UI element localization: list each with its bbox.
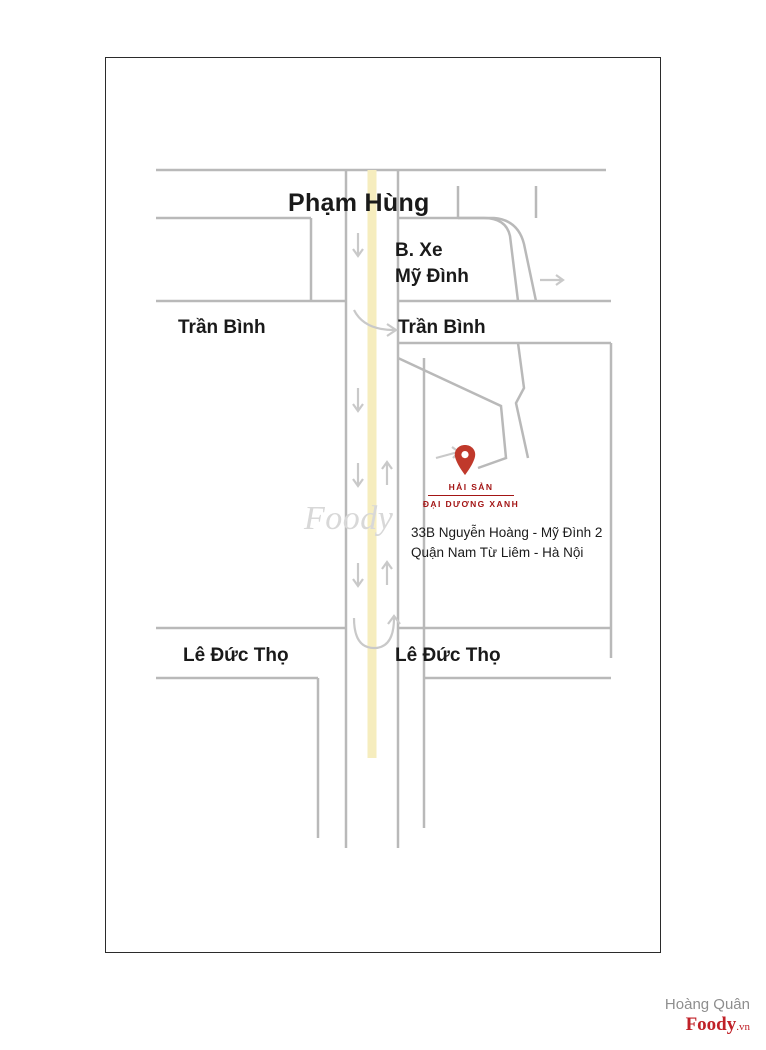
road-label-le-duc-tho-left: Lê Đức Thọ: [183, 645, 289, 666]
poi-address-line2: Quận Nam Từ Liêm - Hà Nội: [411, 545, 584, 560]
poi-address-line1: 33B Nguyễn Hoàng - Mỹ Đình 2: [411, 525, 603, 540]
ben-xe-line2: Mỹ Đình: [395, 266, 469, 287]
foody-logo: [665, 1015, 750, 1036]
poi-brand-line2: ĐẠI DƯƠNG XANH: [422, 499, 520, 509]
ben-xe-line1: B. Xe: [395, 240, 443, 261]
foody-logo-tld: .vn: [736, 1021, 750, 1034]
credit-block: [665, 997, 750, 1036]
foody-logo-text: Foody: [685, 1014, 737, 1036]
road-label-pham-hung: Phạm Hùng: [288, 189, 430, 217]
map-pin-icon[interactable]: [453, 444, 477, 476]
poi-brand: [416, 481, 526, 510]
poi-brand-line1: HẢI SẢN: [448, 482, 494, 492]
road-label-tran-binh-left: Trần Bình: [178, 317, 266, 338]
road-label-le-duc-tho-right: Lê Đức Thọ: [395, 645, 501, 666]
credit-author: Hoàng Quân: [664, 995, 750, 1013]
road-label-ben-xe-my-dinh: [395, 238, 469, 290]
poi-brand-divider: [428, 495, 514, 496]
map-card: [105, 57, 661, 953]
road-label-tran-binh-right: Trần Bình: [398, 317, 486, 338]
poi-address: [411, 523, 641, 563]
map-watermark: Foody: [304, 500, 394, 537]
